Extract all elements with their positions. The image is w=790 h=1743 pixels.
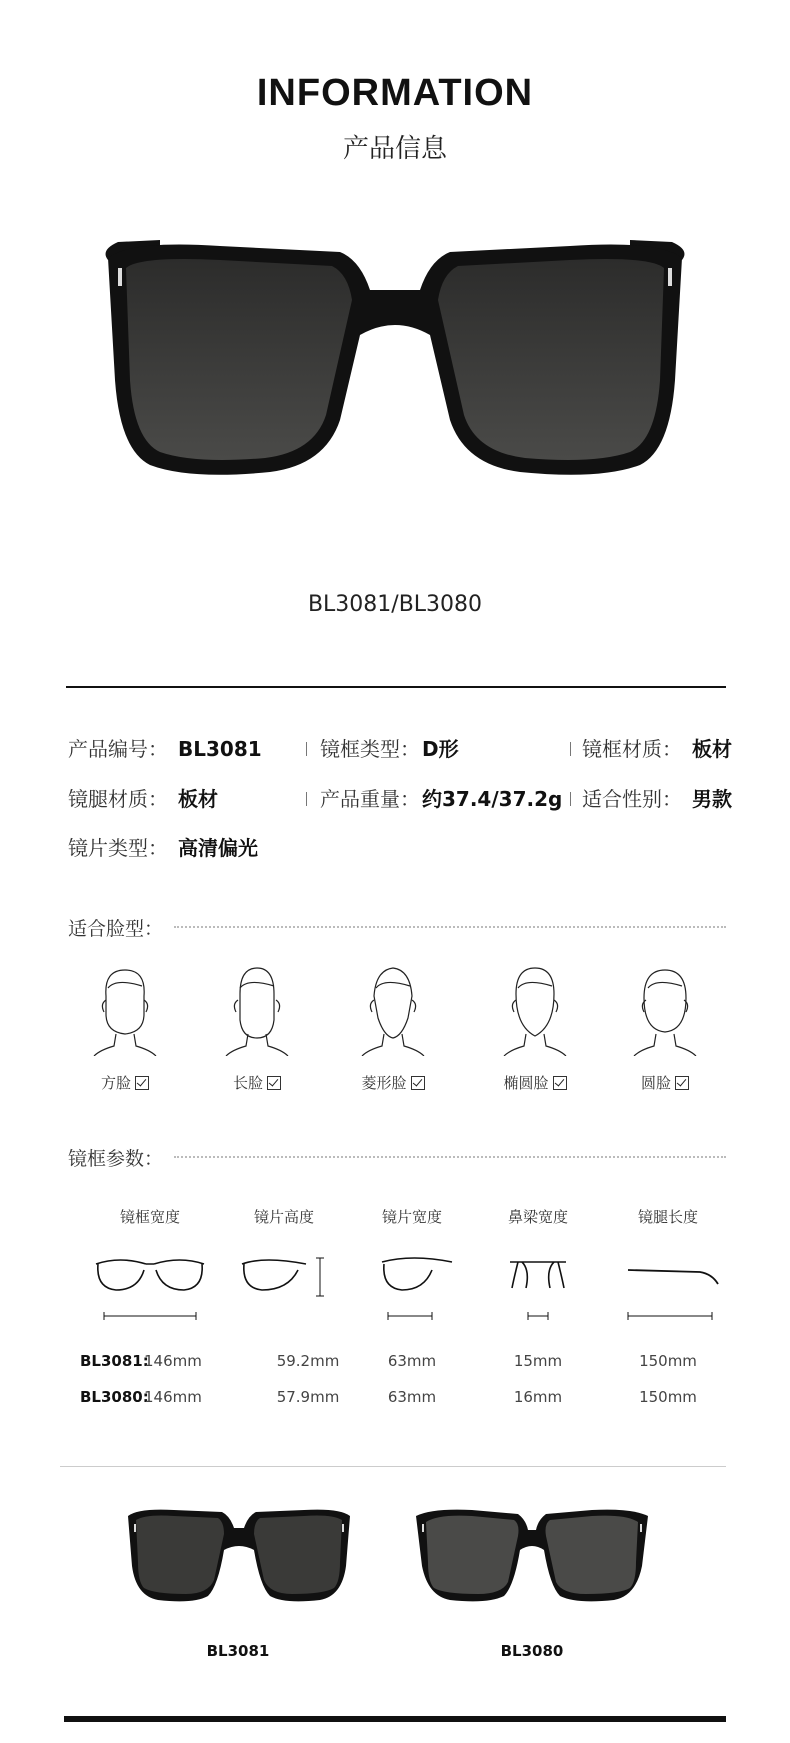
model-number-line: BL3081/BL3080 (307, 592, 483, 617)
page-subtitle: 产品信息 (342, 134, 447, 164)
section-divider (66, 686, 726, 688)
cell-frame-width: 146mm (144, 1388, 202, 1406)
face-shape-name: 椭圆脸 (503, 1074, 549, 1092)
face-shape-name: 长脸 (232, 1074, 263, 1092)
checkbox-checked-icon (267, 1076, 281, 1090)
spec-value: 板材 (178, 787, 218, 811)
lens-width-diagram-icon (352, 1248, 472, 1328)
long-face-icon (222, 966, 292, 1056)
checkbox-checked-icon (675, 1076, 689, 1090)
face-shape-label (212, 1072, 302, 1093)
spec-value: D形 (422, 737, 459, 761)
spec-value: 男款 (692, 787, 732, 811)
face-section-label: 适合脸型： (68, 918, 164, 940)
frame-width-diagram-icon (90, 1248, 210, 1328)
hero-sunglasses-image (100, 240, 690, 510)
spec-value: 高清偏光 (178, 836, 258, 860)
product-label-bl3080: BL3080 (500, 1642, 564, 1660)
face-shape-label (348, 1072, 438, 1093)
spec-label: 镜片类型： (68, 836, 168, 860)
face-shape-item (620, 966, 710, 1093)
spec-value: BL3081 (178, 737, 262, 761)
frame-section-label: 镜框参数： (68, 1148, 164, 1170)
cell-temple-length: 150mm (639, 1388, 697, 1406)
temple-length-diagram-icon (608, 1248, 728, 1328)
spec-gender (582, 783, 732, 812)
spec-separator (570, 742, 571, 756)
footer-bar (64, 1716, 726, 1722)
dotted-leader (174, 926, 726, 928)
cell-bridge-width: 15mm (513, 1352, 563, 1370)
checkbox-checked-icon (553, 1076, 567, 1090)
param-header-bridge-width: 鼻梁宽度 (507, 1208, 568, 1226)
diamond-face-icon (358, 966, 428, 1056)
face-shape-item (80, 966, 170, 1093)
param-header-temple-length: 镜腿长度 (637, 1208, 698, 1226)
spec-label: 镜框类型： (320, 737, 420, 761)
product-image-bl3080 (412, 1506, 652, 1606)
face-shape-label (490, 1072, 580, 1093)
cell-lens-width: 63mm (387, 1352, 437, 1370)
cell-lens-height: 57.9mm (276, 1388, 340, 1406)
section-divider (60, 1466, 726, 1467)
bridge-width-diagram-icon (478, 1248, 598, 1328)
spec-label: 产品重量： (320, 787, 420, 811)
spec-separator (570, 792, 571, 806)
face-shape-label (620, 1072, 710, 1093)
spec-label: 镜腿材质： (68, 787, 168, 811)
cell-bridge-width: 16mm (513, 1388, 563, 1406)
oval-face-icon (500, 966, 570, 1056)
spec-separator (306, 792, 307, 806)
spec-weight (320, 783, 562, 812)
checkbox-checked-icon (411, 1076, 425, 1090)
face-shape-name: 方脸 (100, 1074, 131, 1092)
spec-label: 产品编号： (68, 737, 168, 761)
page-title: INFORMATION (256, 72, 534, 114)
square-face-icon (90, 966, 160, 1056)
param-header-lens-width: 镜片宽度 (381, 1208, 442, 1226)
row-label-bl3081: BL3081: (80, 1352, 149, 1370)
spec-separator (306, 742, 307, 756)
face-shape-name: 圆脸 (640, 1074, 671, 1092)
face-shape-item (212, 966, 302, 1093)
spec-lens-type (68, 832, 258, 861)
product-label-bl3081: BL3081 (206, 1642, 270, 1660)
spec-product-number (68, 733, 262, 762)
spec-label: 适合性别： (582, 787, 682, 811)
lens-height-diagram-icon (224, 1248, 344, 1328)
dotted-leader (174, 1156, 726, 1158)
cell-temple-length: 150mm (639, 1352, 697, 1370)
cell-lens-width: 63mm (387, 1388, 437, 1406)
spec-label: 镜框材质： (582, 737, 682, 761)
face-shape-item (490, 966, 580, 1093)
face-shape-name: 菱形脸 (361, 1074, 407, 1092)
spec-temple-material (68, 783, 218, 812)
cell-lens-height: 59.2mm (276, 1352, 340, 1370)
spec-value: 板材 (692, 737, 732, 761)
spec-frame-material (582, 733, 732, 762)
round-face-icon (630, 966, 700, 1056)
spec-frame-type (320, 733, 459, 762)
face-shape-label (80, 1072, 170, 1093)
cell-frame-width: 146mm (144, 1352, 202, 1370)
param-header-lens-height: 镜片高度 (253, 1208, 314, 1226)
spec-value: 约37.4/37.2g (422, 787, 563, 811)
product-image-bl3081 (124, 1506, 354, 1606)
face-shape-item (348, 966, 438, 1093)
row-label-bl3080: BL3080: (80, 1388, 149, 1406)
checkbox-checked-icon (135, 1076, 149, 1090)
param-header-frame-width: 镜框宽度 (119, 1208, 180, 1226)
